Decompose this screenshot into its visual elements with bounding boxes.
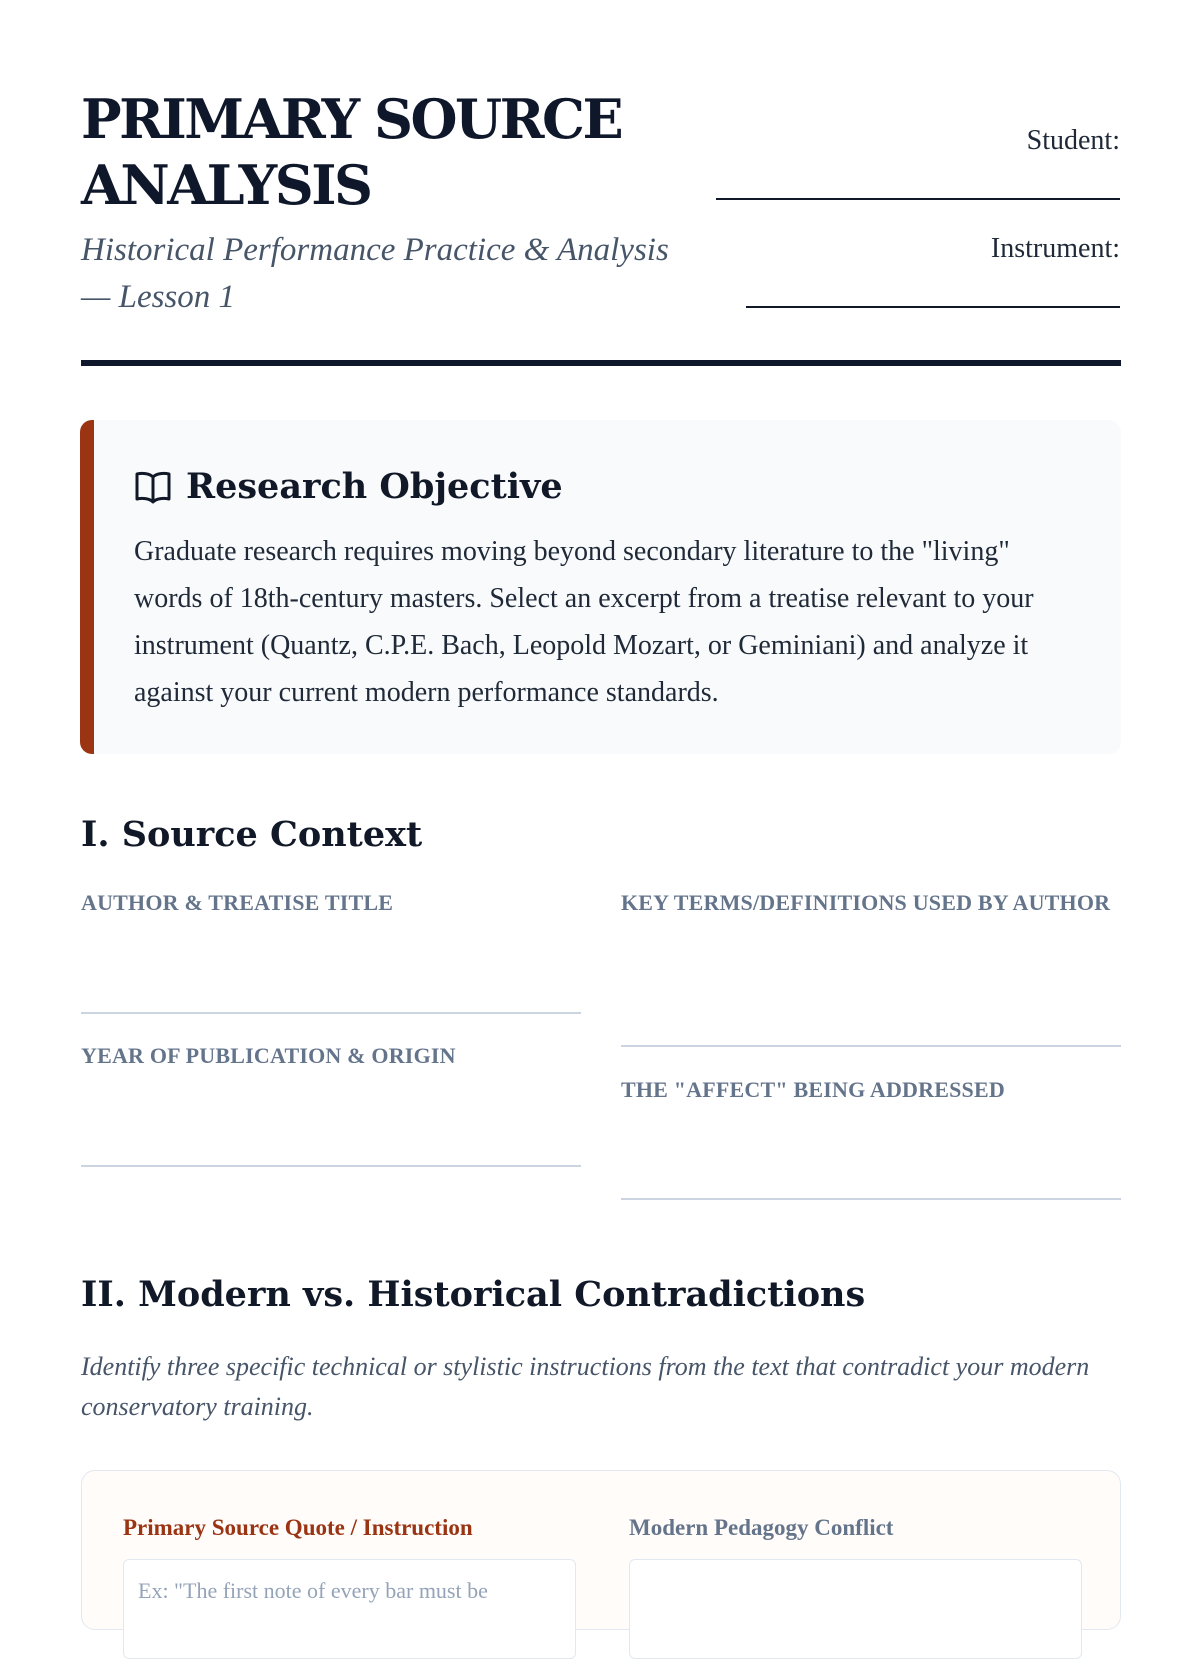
quote-textarea[interactable]: Ex: "The first note of every bar must be xyxy=(123,1559,576,1659)
objective-heading: Research Objective xyxy=(186,466,563,507)
conflict-textarea[interactable] xyxy=(629,1559,1082,1659)
author-title-line[interactable] xyxy=(81,1012,581,1014)
research-objective-box xyxy=(80,420,1121,754)
header-divider xyxy=(81,360,1121,366)
open-book-icon xyxy=(134,470,172,504)
section-contradictions-title: II. Modern vs. Historical Contradictions xyxy=(81,1274,866,1315)
page-subtitle: Historical Performance Practice & Analysis — Lesson 1 xyxy=(81,232,669,315)
contradiction-card xyxy=(81,1470,1121,1630)
instrument-label: Instrument: xyxy=(990,233,1120,264)
affect-label: THE "AFFECT" BEING ADDRESSED xyxy=(621,1077,1005,1102)
contradictions-instruction: Identify three specific technical or stylistic instructions from the text that contradict your modern conservatory training. xyxy=(81,1352,1090,1421)
year-origin-line[interactable] xyxy=(81,1165,581,1167)
section-source-context-title: I. Source Context xyxy=(81,814,423,855)
objective-body: Graduate research requires moving beyond secondary literature to the "living" words of 18th-century masters. Select an excerpt from a treatise relevant to your instrument (Quantz, C.P.E. Bach, Leopold Mozart, or Geminiani) and analyze it against your current modern performance standards. xyxy=(134,536,1034,708)
conflict-column-heading: Modern Pedagogy Conflict xyxy=(629,1515,894,1540)
author-title-label: AUTHOR & TREATISE TITLE xyxy=(81,890,394,915)
student-label: Student: xyxy=(1026,125,1120,156)
page-title: PRIMARY SOURCE ANALYSIS xyxy=(81,87,622,217)
year-origin-label: YEAR OF PUBLICATION & ORIGIN xyxy=(81,1043,456,1068)
quote-column-heading: Primary Source Quote / Instruction xyxy=(123,1515,473,1540)
key-terms-label: KEY TERMS/DEFINITIONS USED BY AUTHOR xyxy=(621,890,1111,915)
student-name-line[interactable] xyxy=(716,198,1120,200)
key-terms-line[interactable] xyxy=(621,1045,1121,1047)
instrument-line[interactable] xyxy=(746,306,1120,308)
affect-line[interactable] xyxy=(621,1198,1121,1200)
